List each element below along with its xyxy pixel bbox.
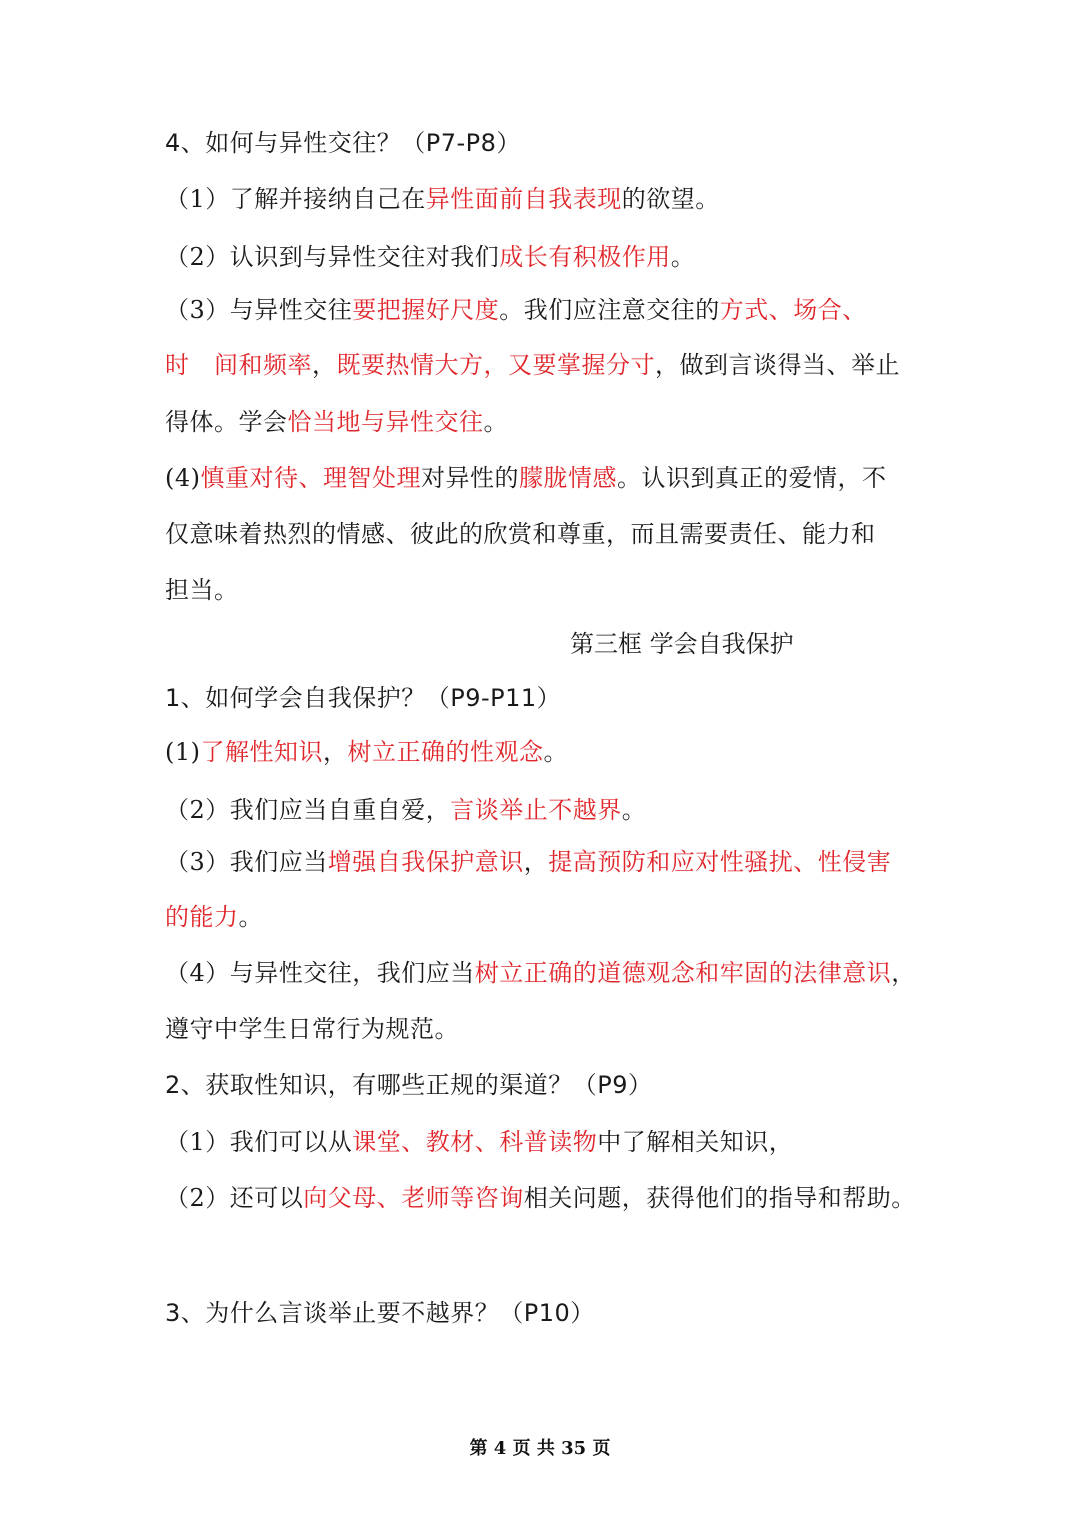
- text-segment: 。我们应注意交往的: [499, 296, 720, 324]
- text-segment: 担当。: [165, 576, 239, 604]
- highlighted-text: 增强自我保护意识: [327, 848, 524, 876]
- highlighted-text: 树立正确的性观念: [347, 738, 544, 766]
- text-line: [165, 242, 695, 272]
- text-line: [165, 683, 561, 713]
- text-segment: 。: [543, 738, 568, 766]
- text-segment: 。: [670, 243, 696, 271]
- text-segment: 遵守中学生日常行为规范。: [165, 1015, 459, 1043]
- text-segment: 2、获取性知识，有哪些正规的渠道？（P9）: [165, 1071, 653, 1099]
- text-line: [165, 184, 720, 214]
- text-segment: （1）我们可以从: [165, 1128, 353, 1156]
- highlighted-text: 提高预防和应对性骚扰、性侵害: [548, 848, 892, 876]
- text-segment: 。: [238, 903, 263, 931]
- text-line: [165, 128, 521, 158]
- highlighted-text: 朦胧情感: [519, 464, 617, 492]
- highlighted-text: 恰当地与异性交往: [287, 408, 484, 436]
- highlighted-text: 的能力: [165, 903, 239, 931]
- text-segment: (4): [165, 464, 201, 492]
- page-footer: [0, 1437, 1080, 1461]
- text-segment: ，: [891, 959, 916, 987]
- text-segment: (1): [165, 738, 201, 766]
- text-line: [165, 1298, 595, 1328]
- highlighted-text: 方式、场合、: [719, 296, 867, 324]
- text-line: [165, 519, 876, 549]
- highlighted-text: 向父母、老师等咨询: [303, 1184, 524, 1212]
- highlighted-text: 异性面前自我表现: [425, 185, 622, 213]
- text-segment: ，: [323, 738, 348, 766]
- text-line: [165, 350, 900, 380]
- text-line: [165, 795, 646, 825]
- highlighted-text: 了解性知识: [200, 738, 323, 766]
- highlighted-text: 树立正确的道德观念和牢固的法律意识: [474, 959, 892, 987]
- text-segment: 仅意味着热烈的情感、彼此的欣赏和尊重，而且需要责任、能力和: [165, 520, 876, 548]
- footer-page-number: 4: [493, 1438, 507, 1459]
- text-line: [165, 737, 568, 767]
- text-segment: （2）我们应当自重自爱，: [165, 796, 451, 824]
- text-line: [165, 958, 916, 988]
- text-line: [165, 1127, 793, 1157]
- highlighted-text: 言谈举止不越界: [450, 796, 622, 824]
- highlighted-text: 要把握好尺度: [352, 296, 500, 324]
- text-line: [165, 1070, 653, 1100]
- text-line: [165, 902, 263, 932]
- text-line: [165, 847, 891, 877]
- text-segment: 的欲望。: [621, 185, 720, 213]
- text-segment: 。: [483, 408, 508, 436]
- text-line: [165, 407, 508, 437]
- text-segment: 4、如何与异性交往？（P7-P8）: [165, 129, 521, 157]
- section-title: 第三框 学会自我保护: [570, 630, 794, 658]
- text-segment: （3）我们应当: [165, 848, 328, 876]
- footer-mid: 页 共: [512, 1438, 555, 1459]
- footer-prefix: 第: [469, 1438, 488, 1459]
- text-segment: 相关问题，获得他们的指导和帮助。: [523, 1184, 916, 1212]
- text-line: [165, 1014, 459, 1044]
- text-segment: （4）与异性交往，我们应当: [165, 959, 475, 987]
- text-segment: ，做到言谈得当、举止: [655, 351, 900, 379]
- highlighted-text: 既要热情大方，又要掌握分寸: [336, 351, 655, 379]
- text-segment: 1、如何学会自我保护？（P9-P11）: [165, 684, 562, 712]
- text-segment: （2）认识到与异性交往对我们: [165, 243, 500, 271]
- text-segment: 3、为什么言谈举止要不越界？（P10）: [165, 1299, 595, 1327]
- highlighted-text: 成长有积极作用: [499, 243, 671, 271]
- text-segment: 对异性的: [421, 464, 519, 492]
- footer-total-pages: 35: [561, 1438, 587, 1459]
- text-segment: 。认识到真正的爱情，不: [617, 464, 887, 492]
- text-segment: （1）了解并接纳自己在: [165, 185, 426, 213]
- text-line: [165, 463, 887, 493]
- text-line: [165, 1183, 916, 1213]
- text-segment: ，: [312, 351, 337, 379]
- highlighted-text: 慎重对待、理智处理: [200, 464, 421, 492]
- text-segment: （2）还可以: [165, 1184, 304, 1212]
- highlighted-text: 时 间和频率: [165, 351, 312, 379]
- highlighted-text: 课堂、教材、科普读物: [352, 1128, 598, 1156]
- text-line: [165, 295, 867, 325]
- footer-suffix: 页: [592, 1438, 611, 1459]
- text-segment: 中了解相关知识，: [597, 1128, 794, 1156]
- text-line: [165, 575, 239, 605]
- text-segment: 得体。学会: [165, 408, 288, 436]
- text-segment: （3）与异性交往: [165, 296, 353, 324]
- text-segment: 。: [621, 796, 647, 824]
- text-segment: ，: [523, 848, 549, 876]
